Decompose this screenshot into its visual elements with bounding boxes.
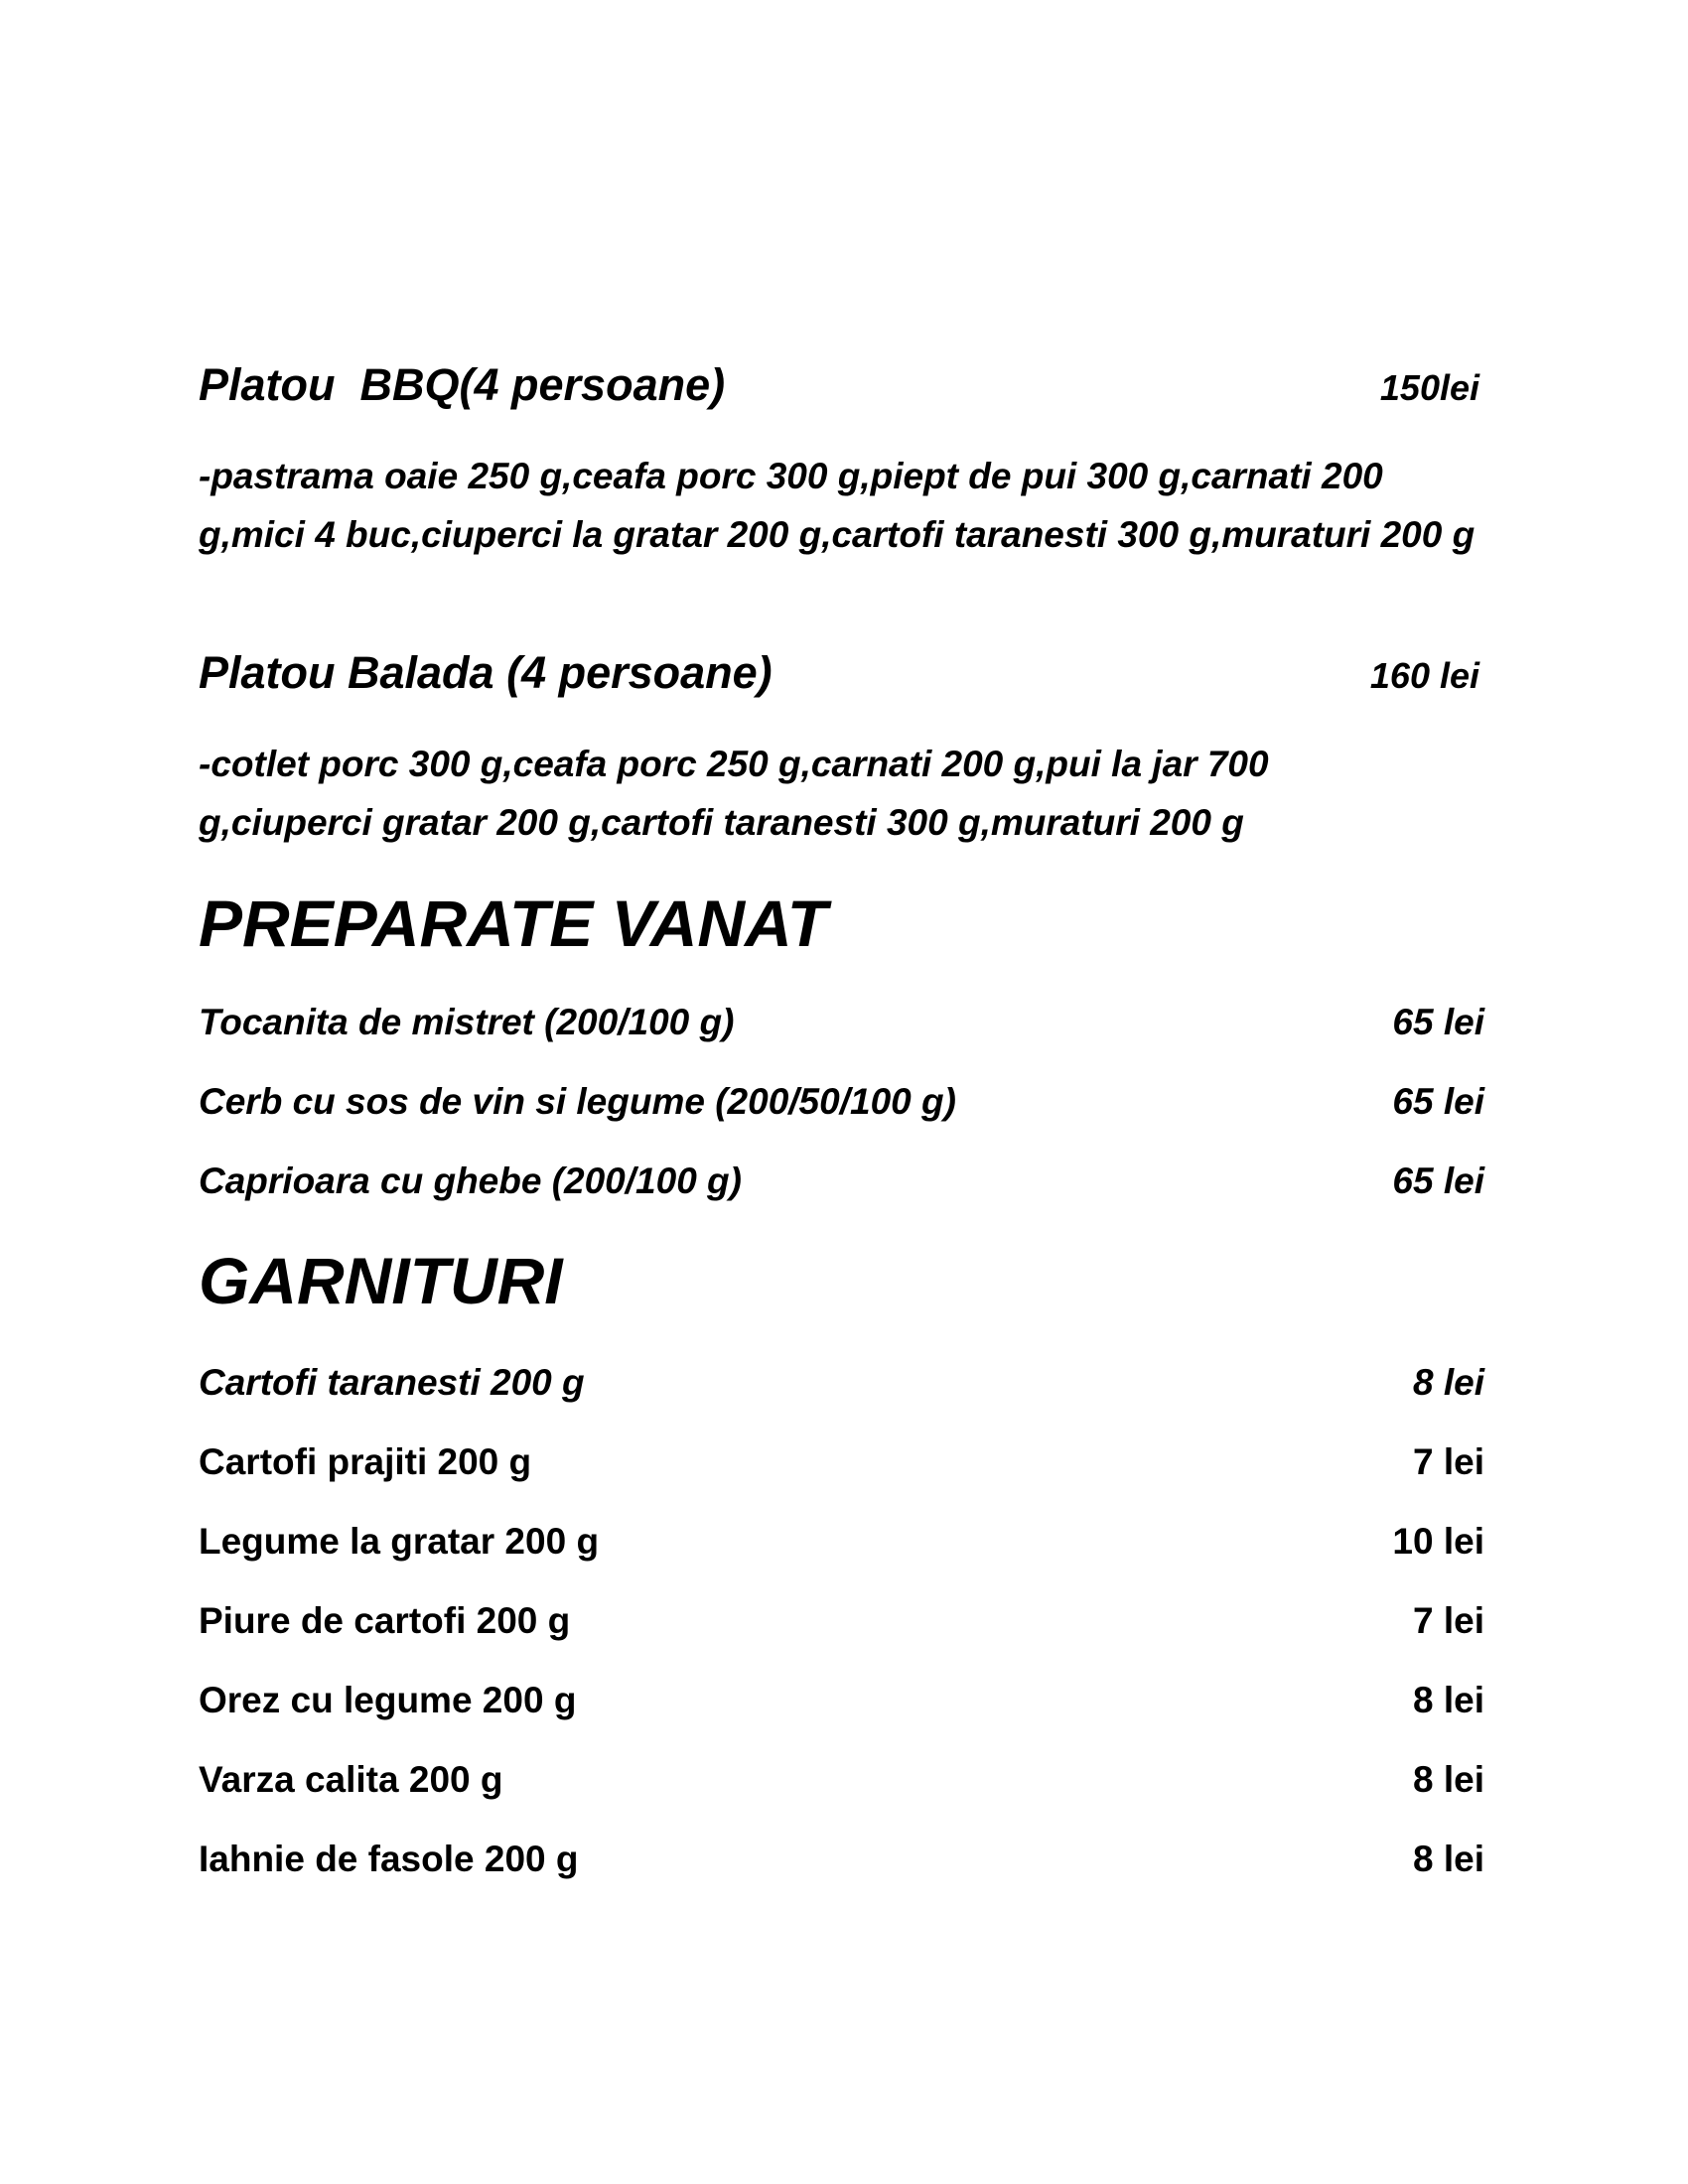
platter-bbq-price: 150lei — [1379, 367, 1479, 408]
menu-item — [199, 1358, 1489, 1408]
menu-item-name: Iahnie de fasole 200 g — [199, 1839, 579, 1879]
menu-page — [199, 0, 1489, 2184]
menu-item-name: Tocanita de mistret (200/100 g) — [199, 1002, 735, 1042]
menu-item-price: 65 lei — [1392, 1160, 1484, 1201]
menu-item-price: 8 lei — [1413, 1759, 1484, 1800]
menu-item-name: Orez cu legume 200 g — [199, 1680, 577, 1720]
menu-item — [199, 998, 1489, 1047]
platter-balada-price: 160 lei — [1369, 655, 1479, 696]
menu-item-name: Caprioara cu ghebe (200/100 g) — [199, 1160, 742, 1201]
menu-item — [199, 1596, 1489, 1646]
section-title-garnituri: GARNITURI — [199, 1244, 563, 1317]
menu-item-price: 8 lei — [1413, 1680, 1484, 1720]
platter-bbq-description: -pastrama oaie 250 g,ceafa porc 300 g,piept de pui 300 g,carnati 200 g,mici 4 buc,ciuperci la gratar 200 g,cartofi taranesti 300 g,muraturi 200 g — [199, 456, 1476, 555]
platter-balada-row — [199, 647, 1489, 699]
platter-balada-description: -cotlet porc 300 g,ceafa porc 250 g,carnati 200 g,pui la jar 700 g,ciuperci gratar 200 g,cartofi taranesti 300 g,muraturi 200 g — [199, 744, 1269, 843]
platter-balada-name: Platou Balada (4 persoane) — [199, 647, 773, 698]
menu-item — [199, 1157, 1489, 1206]
platter-bbq-name: Platou BBQ(4 persoane) — [199, 359, 726, 410]
menu-item-name: Cerb cu sos de vin si legume (200/50/100 g) — [199, 1081, 956, 1122]
section-title-preparate-vanat: PREPARATE VANAT — [199, 887, 828, 960]
menu-item-name: Cartofi taranesti 200 g — [199, 1362, 585, 1403]
menu-item-price: 7 lei — [1413, 1441, 1484, 1482]
menu-item-price: 65 lei — [1392, 1002, 1484, 1042]
menu-item-name: Piure de cartofi 200 g — [199, 1600, 571, 1641]
menu-item — [199, 1676, 1489, 1725]
menu-item — [199, 1755, 1489, 1805]
menu-item — [199, 1835, 1489, 1884]
menu-item-price: 7 lei — [1413, 1600, 1484, 1641]
menu-item-price: 65 lei — [1392, 1081, 1484, 1122]
menu-item-price: 8 lei — [1413, 1362, 1484, 1403]
menu-item-name: Legume la gratar 200 g — [199, 1521, 600, 1562]
menu-item — [199, 1517, 1489, 1567]
menu-item-name: Varza calita 200 g — [199, 1759, 503, 1800]
platter-bbq-row — [199, 359, 1489, 411]
menu-item-name: Cartofi prajiti 200 g — [199, 1441, 532, 1482]
menu-item — [199, 1077, 1489, 1127]
menu-item — [199, 1437, 1489, 1487]
menu-item-price: 8 lei — [1413, 1839, 1484, 1879]
menu-item-price: 10 lei — [1392, 1521, 1484, 1562]
